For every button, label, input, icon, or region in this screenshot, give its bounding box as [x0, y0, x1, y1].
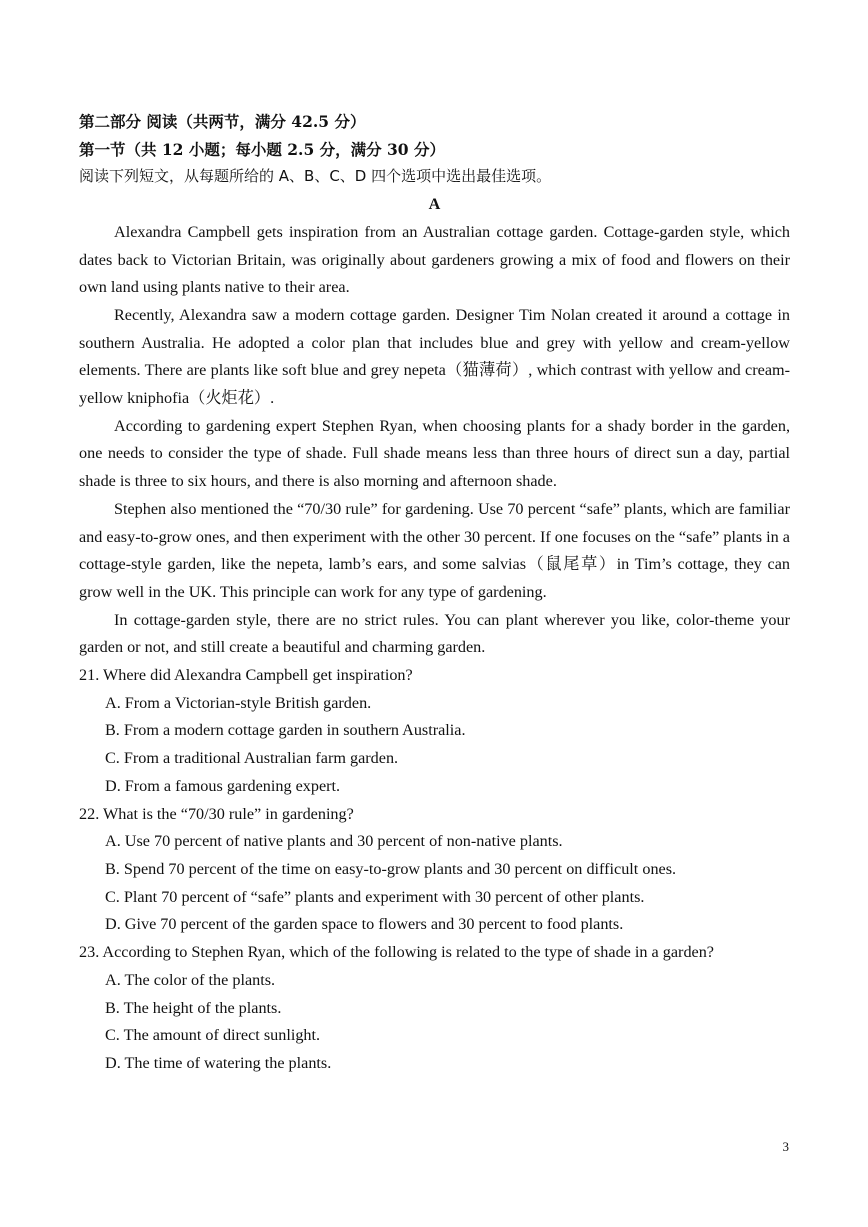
option-a: A. Use 70 percent of native plants and 30 percent of non-native plants. [105, 832, 563, 851]
option-b: B. From a modern cottage garden in southern Australia. [105, 721, 466, 740]
passage-paragraph: Recently, Alexandra saw a modern cottage garden. Designer Tim Nolan created it around a cottage in southern Australia. He adopted a color plan that includes blue and grey with yellow and cream-yellow elements. There are plants like soft blue and grey nepeta（猫薄荷）, which contrast with yellow and cream-yellow kniphofia（火炬花）. [79, 305, 790, 408]
passage-title: A [428, 195, 441, 214]
option-a: A. The color of the plants. [105, 970, 276, 989]
question-23 [79, 939, 790, 1078]
page-content [79, 108, 790, 1078]
page-number: 3 [782, 1139, 789, 1154]
option-a: A. From a Victorian-style British garden. [105, 693, 372, 712]
part-heading: 第二部分 阅读（共两节，满分 42.5 分） [79, 112, 366, 131]
question-stem: 22. What is the “70/30 rule” in gardening? [79, 804, 354, 823]
passage-paragraph: Alexandra Campbell gets inspiration from an Australian cottage garden. Cottage-garden style, which dates back to Victorian Britain, was originally about gardeners growing a mix of food and flowers on their own land using plants native to their area. [79, 222, 790, 297]
option-d: D. The time of watering the plants. [105, 1053, 332, 1072]
option-b: B. Spend 70 percent of the time on easy-to-grow plants and 30 percent on difficult ones. [105, 859, 677, 878]
option-c: C. Plant 70 percent of “safe” plants and experiment with 30 percent of other plants. [105, 887, 645, 906]
question-22 [79, 801, 790, 940]
passage-paragraph: According to gardening expert Stephen Ryan, when choosing plants for a shady border in the garden, one needs to consider the type of shade. Full shade means less than three hours of direct sun a day, partial shade is three to six hours, and there is also morning and afternoon shade. [79, 416, 790, 491]
question-stem: 21. Where did Alexandra Campbell get inspiration? [79, 666, 413, 685]
option-b: B. The height of the plants. [105, 998, 282, 1017]
instruction-text: 阅读下列短文，从每题所给的 A、B、C、D 四个选项中选出最佳选项。 [79, 167, 552, 186]
passage-paragraph: In cottage-garden style, there are no strict rules. You can plant wherever you like, color-theme your garden or not, and still create a beautiful and charming garden. [79, 610, 790, 657]
option-c: C. The amount of direct sunlight. [105, 1026, 321, 1045]
section-heading: 第一节（共 12 小题；每小题 2.5 分，满分 30 分） [79, 139, 445, 159]
question-stem: 23. According to Stephen Ryan, which of the following is related to the type of shade in a garden? [79, 943, 714, 962]
passage-paragraph: Stephen also mentioned the “70/30 rule” for gardening. Use 70 percent “safe” plants, which are familiar and easy-to-grow ones, and then experiment with the other 30 percent. If one focuses on the “safe” plants in a cottage-style garden, like the nepeta, lamb’s ears, and some salvias（鼠尾草）in Tim’s cottage, they can grow well in the UK. This principle can work for any type of gardening. [79, 499, 790, 601]
option-c: C. From a traditional Australian farm garden. [105, 749, 399, 768]
option-d: D. Give 70 percent of the garden space to flowers and 30 percent to food plants. [105, 915, 624, 934]
option-d: D. From a famous gardening expert. [105, 776, 341, 795]
question-21 [79, 662, 790, 801]
